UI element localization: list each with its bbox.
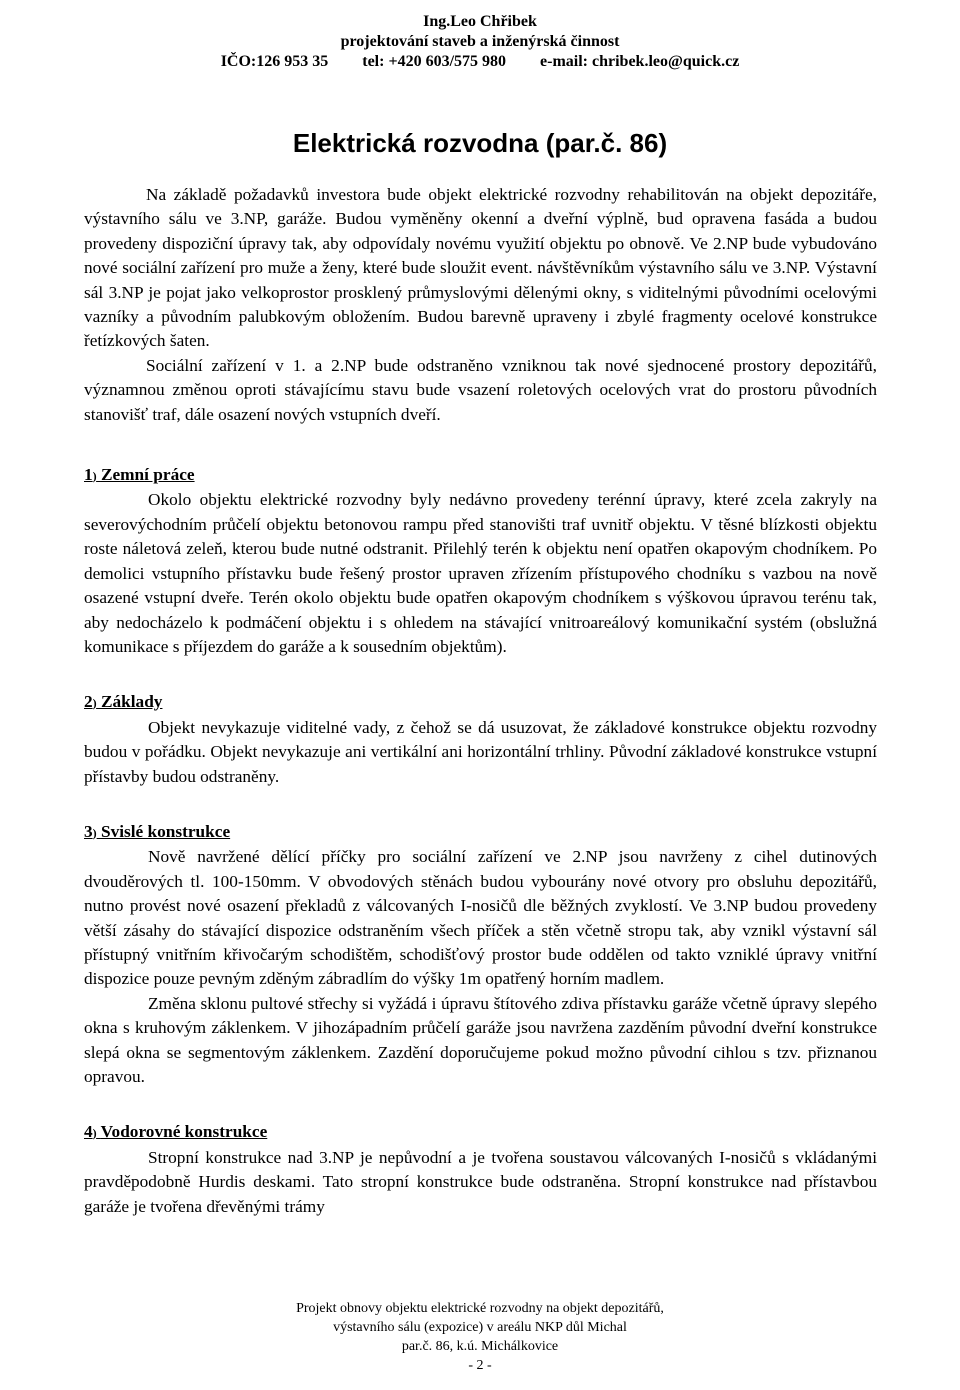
ico-number: IČO:126 953 35: [220, 53, 329, 70]
section-heading: 4) Vodorovné konstrukce: [84, 1122, 268, 1142]
section-paragraph: Objekt nevykazuje viditelné vady, z čehož se dá usuzovat, že základové konstrukce objektu rozvodny budou v pořádku. Objekt nevykazuje ani vertikální ani horizontální trhliny. Původní základové konstrukce vstupní přístavby budou odstraněny.: [84, 717, 877, 786]
section-paragraph: Nově navržené dělící příčky pro sociální zařízení ve 2.NP jsou navrženy z cihel dutinových dvouděrových tl. 100-150mm. V obvodových stěnách budou vybourány nové otvory pro obsluhu depozitářů, nutno provést nové osazení překladů z válcovaných I-nosičů dle běžných zvyklostí. Ve 3.NP budou provedeny větší zásahy do stávající dispozice odstraněním všech příček a stěn včetně stropu tak, aby vznikl výstavní sál přístupný vnitřním křivočarým schodištěm, schodišťový prostor bude oddělen od takto vzniklé úpravy vnitřní dispozice pouze pevným zděným zábradlím do výšky 1m opatřený horním madlem.: [84, 847, 877, 989]
section-heading: 3) Svislé konstrukce: [84, 821, 231, 841]
section-paragraph: Stropní konstrukce nad 3.NP je nepůvodní a je tvořena soustavou válcovaných I-nosičů s vkládanými pravděpodobně Hurdis deskami. Tato stropní konstrukce bude odstraněna. Stropní konstrukce nad přístavbou garáže je tvořena dřevěnými trámy: [84, 1147, 877, 1216]
email-address: e-mail: chribek.leo@quick.cz: [540, 53, 740, 70]
phone-number: tel: +420 603/575 980: [362, 53, 507, 70]
document-title: Elektrická rozvodna (par.č. 86): [292, 128, 668, 158]
document-body: [84, 183, 877, 1219]
letterhead: [0, 12, 960, 72]
section-paragraph: Okolo objektu elektrické rozvodny byly nedávno provedeny terénní úpravy, které zcela zakryly na severovýchodním průčelí objektu betonovou rampu před stanovišti traf uvnitř objektu. V těsné blízkosti objektu roste náletová zeleň, kterou bude nutné odstranit. Přilehlý terén k objektu není opatřen okapovým chodníkem. Po demolici vstupního přístavku bude řešený prostor upraven zřízením přístupového chodníku s vazbou na nově osazené vstupní dveře. Terén okolo objektu bude opatřen okapovým chodníkem s výškovou úpravou terénu tak, aby nedocházelo k podmáčení objektu i s ohledem na stávající vnitroareálový komunikační systém (obslužná komunikace s příjezdem do garáže a k sousedním objektům).: [84, 490, 877, 656]
intro-paragraph: Na základě požadavků investora bude objekt elektrické rozvodny rehabilitován na objekt depozitáře, výstavního sálu ve 3.NP, garáže. Budou vyměněny okenní a dveřní výplně, bud opravena fasáda a budou provedeny dispoziční úpravy tak, aby odpovídaly novému využití objektu po obnově. Ve 2.NP bude vybudováno nové sociální zařízení pro muže a ženy, které bude sloužit event. návštěvníkům výstavního sálu ve 3.NP. Výstavní sál 3.NP je pojat jako velkoprostor prosklený průmyslovými dělenými okny, s viditelnými původními ocelovými vazníky a původním palubkovým obložením. Budou barevně upraveny i zbylé fragmenty ocelové konstrukce řetízkových šaten.: [84, 185, 877, 351]
section-paragraph: Změna sklonu pultové střechy si vyžádá i úpravu štítového zdiva přístavku garáže včetně úpravy slepého okna s kruhovým záklenkem. V jihozápadním průčelí garáže jsou navržena zazděním původní dveřní konstrukce slepá okna se segmentovým záklenkem. Zazdění doporučujeme pokud možno původní cihlou s tzv. přiznanou opravou.: [84, 993, 877, 1086]
contact-row: [0, 52, 960, 72]
section-zaklady: [84, 690, 877, 789]
footer-line: Projekt obnovy objektu elektrické rozvodny na objekt depozitářů,: [296, 1301, 664, 1316]
intro-paragraph: Sociální zařízení v 1. a 2.NP bude odstraněno vzniknou tak nové sjednocené prostory depozitářů, významnou změnou oproti stávajícímu stavu bude vsazení roletových ocelových vrat do prostoru původních stanovišť traf, dále osazení nových vstupních dveří.: [84, 355, 877, 424]
footer-line: výstavního sálu (expozice) v areálu NKP důl Michal: [333, 1320, 627, 1335]
section-heading: 2) Základy: [84, 692, 163, 712]
page-footer: [0, 1299, 960, 1375]
author-name: Ing.Leo Chřibek: [423, 13, 537, 30]
section-vodorovne-konstrukce: [84, 1120, 877, 1219]
section-svisle-konstrukce: [84, 820, 877, 1089]
section-heading: 1) Zemní práce: [84, 465, 195, 485]
intro-section: [84, 183, 877, 427]
section-zemni-prace: [84, 463, 877, 659]
page-number: - 2 -: [468, 1358, 492, 1373]
footer-line: par.č. 86, k.ú. Michálkovice: [401, 1339, 559, 1354]
author-profession: projektování staveb a inženýrská činnost: [340, 33, 620, 50]
